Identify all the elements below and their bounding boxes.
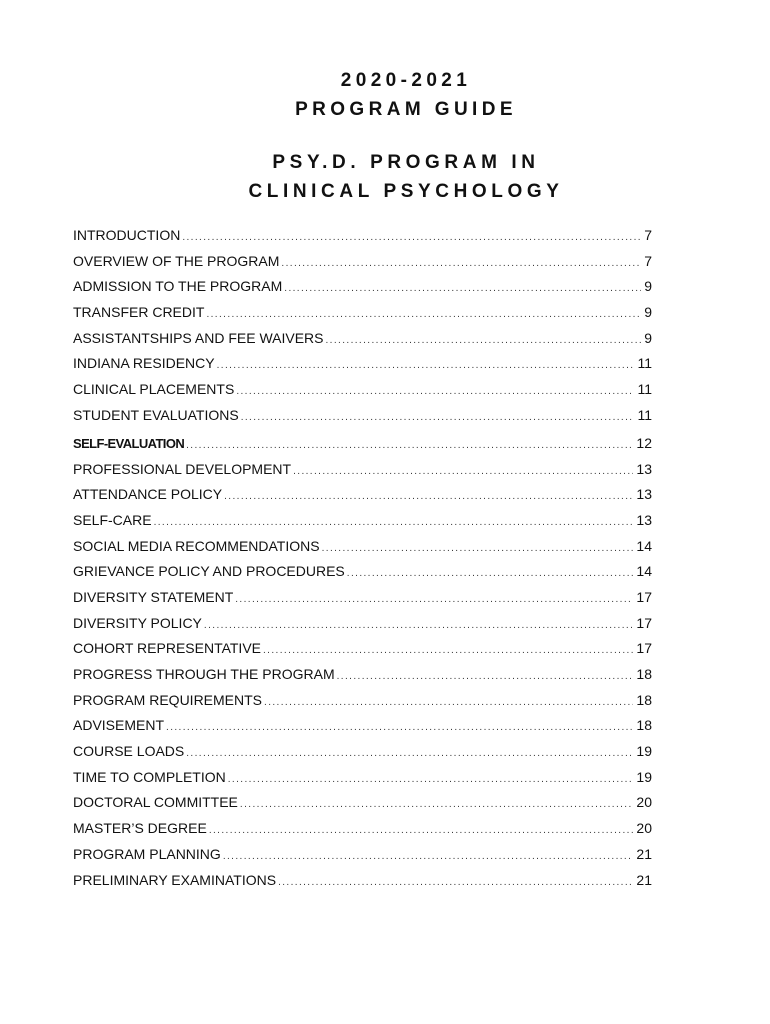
toc-entry[interactable] (73, 611, 652, 637)
toc-entry-label: SOCIAL MEDIA RECOMMENDATIONS (73, 537, 320, 554)
toc-dot-leader (293, 459, 633, 485)
toc-entry-page: 17 (636, 640, 652, 657)
toc-dot-leader (182, 225, 641, 251)
toc-entry-page: 13 (636, 486, 652, 503)
toc-entry-label: PRELIMINARY EXAMINATIONS (73, 871, 277, 888)
toc-entry-page: 11 (637, 381, 652, 398)
toc-entry-label: ASSISTANTSHIPS AND FEE WAIVERS (73, 329, 324, 346)
toc-entry-page: 11 (637, 406, 652, 423)
toc-dot-leader (263, 638, 633, 664)
toc-entry-label: TIME TO COMPLETION (73, 768, 226, 785)
toc-entry[interactable] (73, 842, 652, 868)
year-heading: 2020-2021 (340, 70, 472, 91)
toc-entry[interactable] (73, 249, 652, 275)
toc-entry[interactable] (73, 534, 652, 560)
toc-entry-label: PROGRESS THROUGH THE PROGRAM (73, 666, 335, 682)
toc-entry[interactable] (73, 403, 652, 429)
toc-entry-page: 20 (636, 820, 652, 837)
toc-entry[interactable] (73, 765, 652, 791)
toc-entry[interactable] (73, 457, 652, 483)
toc-dot-leader (322, 536, 634, 562)
toc-dot-leader (204, 613, 634, 639)
toc-entry-label: GRIEVANCE POLICY AND PROCEDURES (73, 563, 345, 580)
toc-dot-leader (186, 432, 633, 460)
toc-entry-label: COURSE LOADS (73, 743, 185, 760)
toc-entry-label: ATTENDANCE POLICY (73, 486, 223, 503)
toc-dot-leader (206, 302, 641, 328)
toc-entry[interactable] (73, 713, 652, 739)
toc-entry-page: 21 (636, 871, 652, 888)
toc-entry-page: 7 (644, 252, 652, 269)
toc-entry-label: COHORT REPRESENTATIVE (73, 640, 261, 657)
toc-entry-label: ADVISEMENT (73, 717, 165, 734)
toc-entry-page: 17 (636, 614, 652, 631)
toc-entry-page: 19 (636, 768, 652, 785)
toc-dot-leader (186, 741, 633, 767)
toc-entry-page: 18 (636, 691, 652, 708)
toc-entry-page: 9 (644, 304, 652, 321)
toc-entry-label: MASTER’S DEGREE (73, 820, 207, 837)
toc-entry[interactable] (73, 636, 652, 662)
program-title (0, 148, 770, 206)
toc-dot-leader (154, 510, 634, 536)
toc-dot-leader (284, 276, 641, 302)
toc-dot-leader (224, 484, 633, 510)
program-heading-line-2: CLINICAL PSYCHOLOGY (248, 181, 564, 202)
toc-dot-leader (223, 844, 634, 870)
toc-entry[interactable] (73, 274, 652, 300)
toc-entry-page: 14 (636, 563, 652, 580)
toc-entry-label: DOCTORAL COMMITTEE (73, 794, 238, 811)
toc-entry[interactable] (73, 662, 652, 688)
toc-dot-leader (326, 328, 642, 354)
toc-entry-page: 17 (636, 588, 652, 605)
toc-entry[interactable] (73, 790, 652, 816)
toc-entry-page: 21 (636, 845, 652, 862)
toc-entry-label: SELF-CARE (73, 511, 152, 528)
toc-dot-leader (241, 405, 635, 431)
toc-entry-page: 14 (636, 537, 652, 554)
toc-dot-leader (240, 792, 634, 818)
program-heading-line-1: PSY.D. PROGRAM IN (272, 152, 540, 173)
toc-entry[interactable] (73, 816, 652, 842)
toc-entry-page: 20 (636, 794, 652, 811)
toc-dot-leader (264, 690, 633, 716)
toc-dot-leader (347, 561, 634, 587)
toc-entry[interactable] (73, 351, 652, 377)
toc-dot-leader (228, 767, 634, 793)
toc-entry[interactable] (73, 326, 652, 352)
document-title (0, 66, 770, 124)
toc-entry-label: PROGRAM PLANNING (73, 845, 221, 862)
toc-entry-label: DIVERSITY STATEMENT (73, 588, 234, 605)
toc-entry-page: 11 (637, 355, 652, 372)
toc-entry[interactable] (73, 508, 652, 534)
toc-entry[interactable] (73, 559, 652, 585)
toc-entry-page: 19 (636, 743, 652, 760)
toc-entry-page: 9 (644, 278, 652, 295)
table-of-contents (73, 223, 652, 893)
toc-entry-label: OVERVIEW OF THE PROGRAM (73, 252, 280, 269)
toc-entry-page: 18 (636, 666, 652, 682)
toc-dot-leader (236, 379, 634, 405)
toc-dot-leader (337, 664, 634, 690)
toc-entry-label: INDIANA RESIDENCY (73, 355, 215, 372)
toc-entry[interactable] (73, 223, 652, 249)
toc-entry[interactable] (73, 300, 652, 326)
toc-entry-page: 12 (636, 434, 652, 451)
toc-entry[interactable] (73, 868, 652, 894)
guide-heading: PROGRAM GUIDE (295, 99, 517, 120)
toc-entry[interactable] (73, 739, 652, 765)
toc-dot-leader (217, 353, 635, 379)
toc-entry-label: STUDENT EVALUATIONS (73, 406, 239, 423)
toc-entry-page: 18 (636, 717, 652, 734)
toc-entry[interactable] (73, 377, 652, 403)
toc-entry-label: CLINICAL PLACEMENTS (73, 381, 235, 398)
toc-dot-leader (281, 251, 641, 277)
toc-entry-label: SELF-EVALUATION (73, 435, 185, 451)
toc-entry-label: PROFESSIONAL DEVELOPMENT (73, 460, 292, 477)
toc-entry[interactable] (73, 585, 652, 611)
toc-entry[interactable] (73, 482, 652, 508)
toc-entry-label: TRANSFER CREDIT (73, 304, 205, 321)
toc-entry-label: DIVERSITY POLICY (73, 614, 202, 631)
toc-entry-label: ADMISSION TO THE PROGRAM (73, 278, 283, 295)
toc-entry[interactable] (73, 429, 652, 457)
toc-dot-leader (166, 715, 633, 741)
toc-entry-label: PROGRAM REQUIREMENTS (73, 691, 263, 708)
toc-entry-page: 9 (644, 329, 652, 346)
toc-entry-page: 13 (636, 511, 652, 528)
toc-entry-label: INTRODUCTION (73, 227, 181, 243)
toc-entry[interactable] (73, 688, 652, 714)
toc-dot-leader (278, 870, 633, 896)
toc-entry-page: 13 (636, 460, 652, 477)
toc-dot-leader (209, 818, 634, 844)
toc-entry-page: 7 (644, 227, 652, 243)
toc-dot-leader (235, 587, 633, 613)
